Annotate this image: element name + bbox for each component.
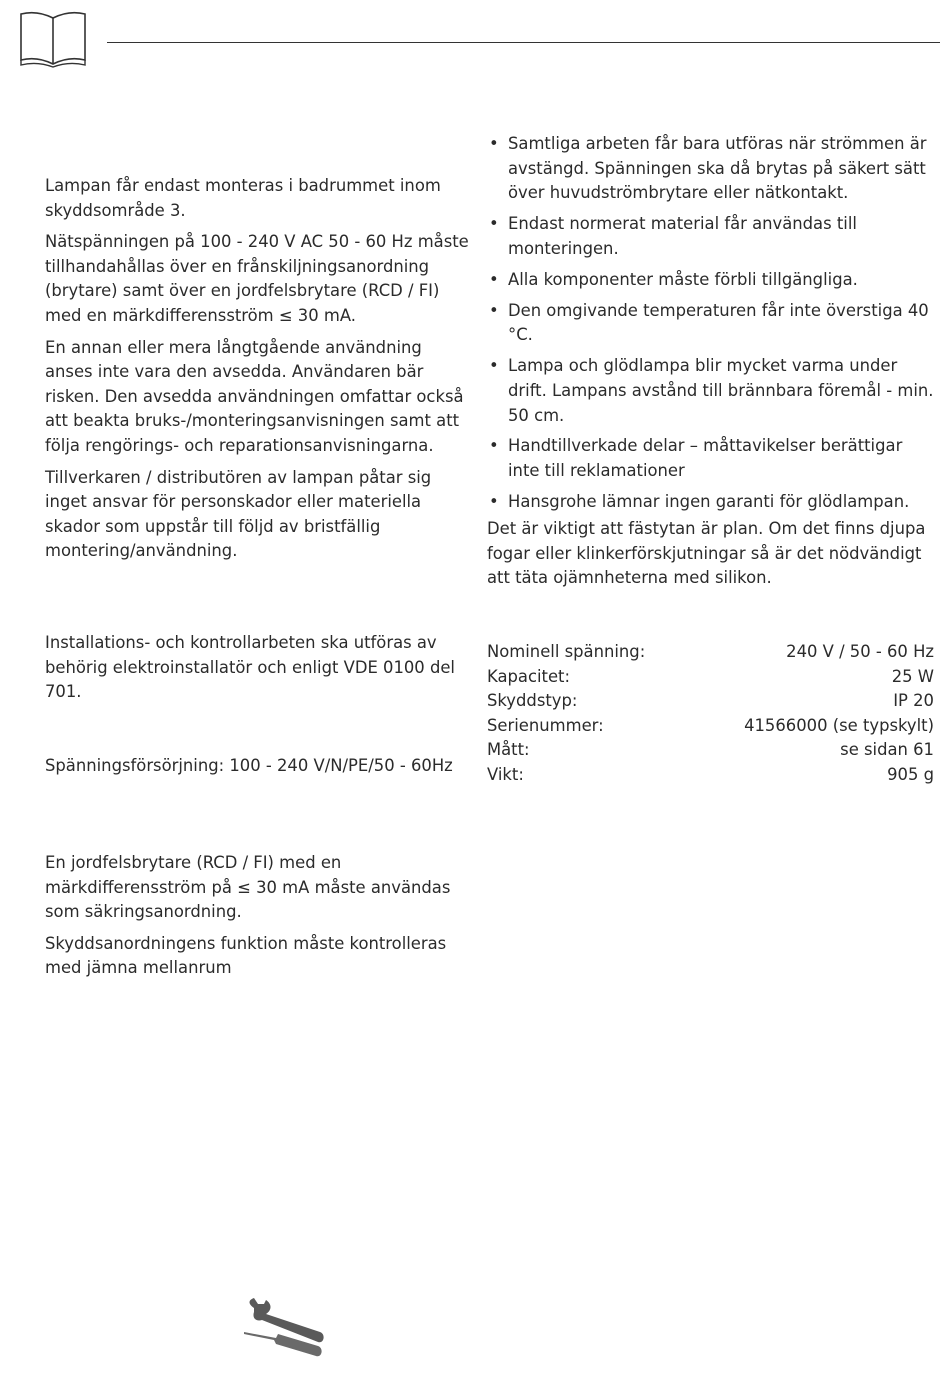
book-icon <box>19 10 87 68</box>
intro-paragraph: Tillverkaren / distributören av lampan påtar sig inget ansvar för personskador eller materiella skador som uppstår till följd av bristfällig montering/användning. <box>45 467 432 561</box>
spec-row <box>487 689 934 714</box>
safety-section <box>487 132 937 521</box>
spec-row <box>487 714 934 739</box>
spec-value: se sidan 61 <box>840 740 934 760</box>
intro-paragraph: Nätspänningen på 100 - 240 V AC 50 - 60 Hz måste tillhandahållas över en frånskiljningsanordning (brytare) samt över en jordfelsbrytare (RCD / FI) med en märkdifferensström ≤ 30 mA. <box>45 232 469 325</box>
installation-section <box>45 631 470 705</box>
tools-icon <box>240 1298 330 1360</box>
power-supply-paragraph: Spänningsförsörjning: 100 - 240 V/N/PE/50 - 60Hz <box>45 756 453 775</box>
intro-paragraph: Lampan får endast monteras i badrummet inom skyddsområde 3. <box>45 176 441 220</box>
safety-list <box>487 132 937 515</box>
safety-item: • Samtliga arbeten får bara utföras när strömmen är avstängd. Spänningen ska då brytas på säkert sätt över huvudströmbrytare eller nätkontakt. <box>487 132 937 206</box>
safety-item: • Alla komponenter måste förbli tillgängliga. <box>487 268 937 293</box>
specs-table <box>487 640 934 788</box>
spec-row <box>487 665 934 690</box>
safety-item: • Den omgivande temperaturen får inte överstiga 40 °C. <box>487 299 937 348</box>
safety-item: • Endast normerat material får användas till monteringen. <box>487 212 937 261</box>
intended-use-section <box>45 174 470 564</box>
spec-value: 25 W <box>891 666 934 686</box>
spec-label: Mått: <box>487 740 530 760</box>
spec-label: Serienummer: <box>487 715 604 735</box>
safety-item: • Lampa och glödlampa blir mycket varma under drift. Lampans avstånd till brännbara föremål - min. 50 cm. <box>487 354 937 428</box>
surface-section <box>487 517 932 591</box>
spec-value: 240 V / 50 - 60 Hz <box>786 642 934 661</box>
spec-row <box>487 763 934 788</box>
safety-item: • Handtillverkade delar – måttavikelser berättigar inte till reklamationer <box>487 434 937 483</box>
safety-item: • Hansgrohe lämnar ingen garanti för glödlampan. <box>487 490 937 515</box>
spec-row <box>487 738 934 763</box>
installation-paragraph: Installations- och kontrollarbeten ska utföras av behörig elektroinstallatör och enligt VDE 0100 del 701. <box>45 633 455 702</box>
spec-value: 41566000 (se typskylt) <box>744 715 934 735</box>
intro-paragraph: En annan eller mera långtgående användning anses inte vara den avsedda. Användaren bär risken. Den avsedda användningen omfattar också att beakta bruks-/monteringsanvisningen samt att följa rengörings- och reparationsanvisningarna. <box>45 337 464 455</box>
header-rule <box>107 42 940 43</box>
spec-label: Vikt: <box>487 764 524 784</box>
surface-note: Det är viktigt att fästytan är plan. Om det finns djupa fogar eller klinkerförskjutningar så är det nödvändigt att täta ojämnheterna med silikon. <box>487 519 926 588</box>
spec-label: Nominell spänning: <box>487 642 646 661</box>
spec-row <box>487 640 934 665</box>
power-supply-section <box>45 754 470 779</box>
spec-value: 905 g <box>887 764 934 784</box>
protection-paragraph: En jordfelsbrytare (RCD / FI) med en märkdifferensström på ≤ 30 mA måste användas som säkringsanordning. <box>45 853 451 922</box>
spec-value: IP 20 <box>893 691 934 711</box>
spec-label: Kapacitet: <box>487 666 570 686</box>
spec-label: Skyddstyp: <box>487 691 578 711</box>
protection-paragraph: Skyddsanordningens funktion måste kontrolleras med jämna mellanrum <box>45 933 447 978</box>
protection-section <box>45 851 470 981</box>
